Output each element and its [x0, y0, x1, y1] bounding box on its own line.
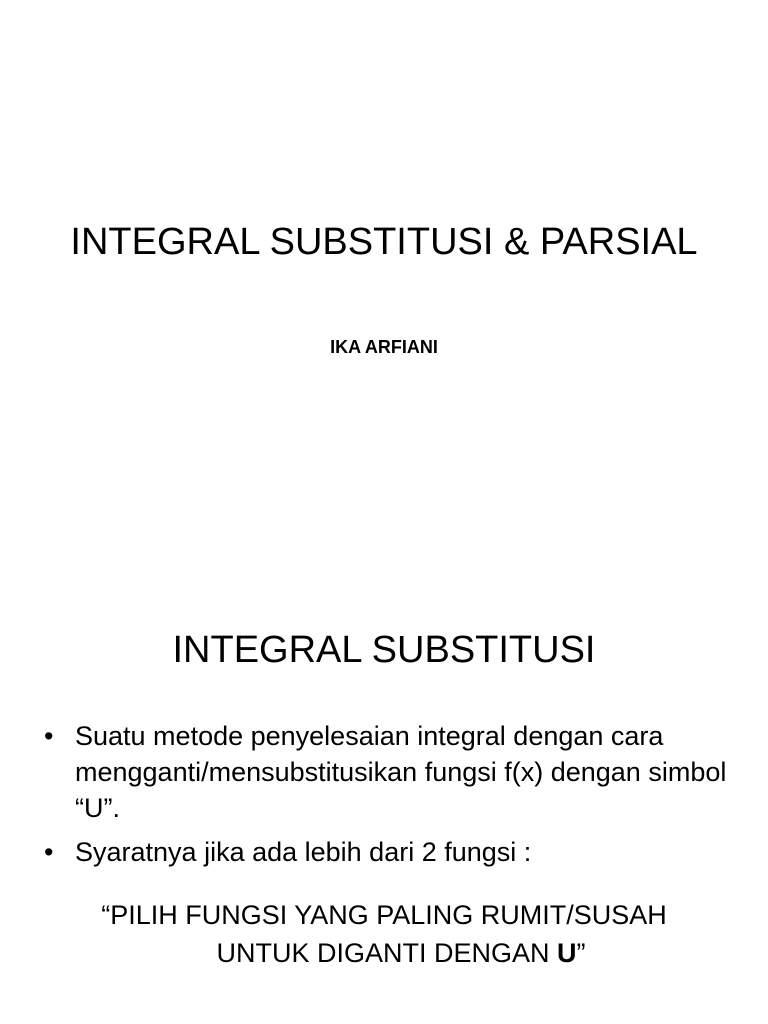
bullet-text: Suatu metode penyelesaian integral dengan cara mengganti/mensubstitusikan fungsi f(x) dengan simbol “U”.: [75, 721, 727, 823]
bullet-item: [44, 834, 744, 870]
bullet-list: [44, 718, 744, 878]
quote-line-2: [0, 934, 768, 972]
slide-2: [0, 512, 768, 1024]
slide-2-title: INTEGRAL SUBSTITUSI: [172, 629, 596, 671]
quote-line-2-suffix: ”: [576, 938, 586, 968]
quote-line-1: “PILIH FUNGSI YANG PALING RUMIT/SUSAH: [101, 900, 667, 930]
slide-1-title: INTEGRAL SUBSTITUSI & PARSIAL: [70, 221, 698, 263]
rule-quote: [0, 896, 768, 972]
quote-line-2-prefix: UNTUK DIGANTI DENGAN: [216, 938, 558, 968]
bullet-item: [44, 718, 744, 826]
bullet-text: Syaratnya jika ada lebih dari 2 fungsi :: [75, 837, 532, 867]
bullet-marker: •: [44, 721, 54, 751]
slide-1-author: IKA ARFIANI: [330, 337, 438, 357]
quote-emphasis-u: U: [557, 938, 577, 968]
bullet-marker: •: [44, 837, 54, 867]
